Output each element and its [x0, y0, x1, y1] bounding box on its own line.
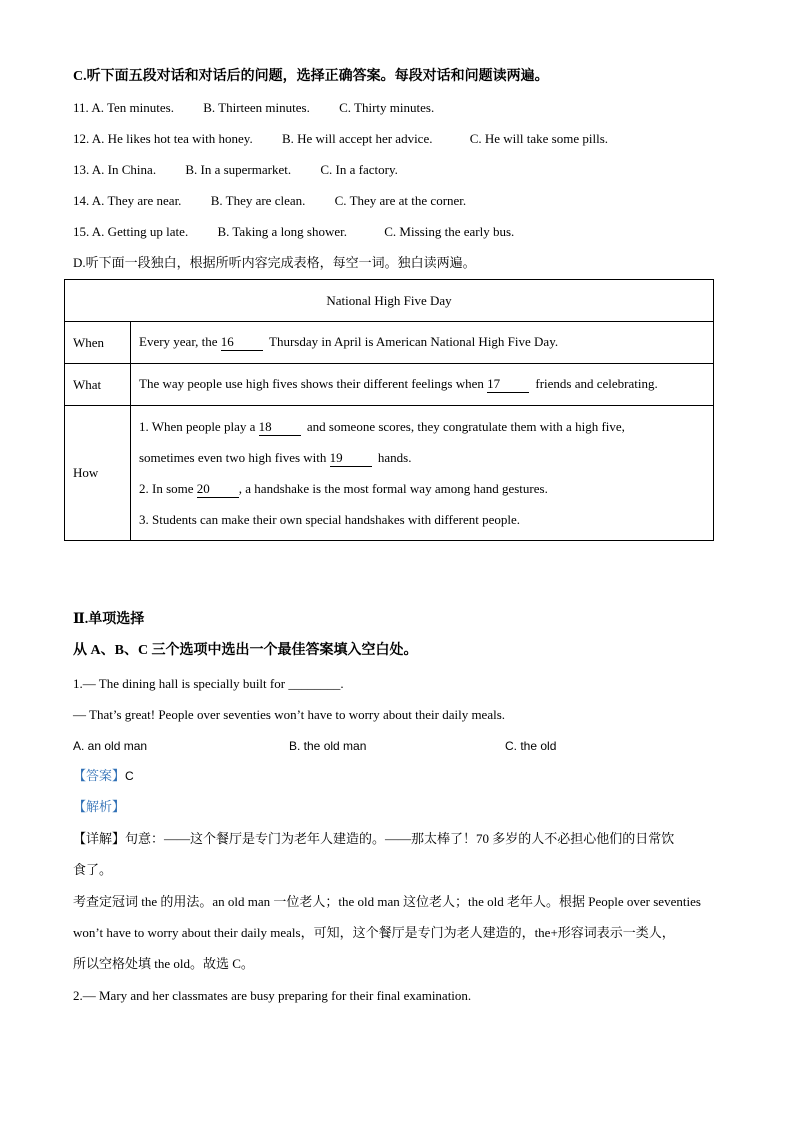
- row-label-when: When: [65, 322, 131, 364]
- option-a: A. In China.: [91, 162, 157, 177]
- answer-label: 【答案】: [73, 768, 126, 783]
- how-line-2: sometimes even two high fives with 19 hands.: [139, 450, 412, 465]
- explain-line-2: won’t have to worry about their daily meals，可知，这个餐厅是专门为老人建造的，the+形容词表示一类人，: [73, 925, 675, 940]
- explain-line-3: 所以空格处填 the old。故选 C。: [73, 956, 254, 971]
- explain-line-1: 考查定冠词 the 的用法。an old man 一位老人；the old man 这位老人；the old 老年人。根据 People over seventies: [73, 894, 701, 909]
- option-b: B. Thirteen minutes.: [203, 100, 310, 115]
- how-line-4: 3. Students can make their own special handshakes with different people.: [139, 512, 520, 527]
- q1-line-2: — That’s great! People over seventies won’t have to worry about their daily meals.: [73, 707, 506, 722]
- option-c: C. They are at the corner.: [334, 193, 467, 208]
- option-b: B. They are clean.: [210, 193, 306, 208]
- blank-17: 17: [487, 376, 529, 393]
- option-c: C. Thirty minutes.: [339, 100, 435, 115]
- row-content-how: [131, 406, 714, 541]
- question-number: 15.: [73, 224, 90, 239]
- detail-line-2: 食了。: [73, 862, 113, 877]
- analysis-label: 【解析】: [73, 799, 126, 814]
- question-number: 13.: [73, 162, 90, 177]
- section-c-heading: C.听下面五段对话和对话后的问题，选择正确答案。每段对话和问题读两遍。: [73, 69, 549, 84]
- question-15: [73, 224, 514, 240]
- row-content-when: Every year, the 16 Thursday in April is American National High Five Day.: [131, 322, 714, 364]
- how-line-1: 1. When people play a 18 and someone scores, they congratulate them with a high five,: [139, 419, 625, 434]
- section-d-heading: D.听下面一段独白，根据所听内容完成表格，每空一词。独白读两遍。: [73, 255, 476, 270]
- q1-option-c: C. the old: [505, 739, 557, 753]
- row-label-how: How: [65, 406, 131, 541]
- option-a: A. He likes hot tea with honey.: [91, 131, 253, 146]
- q1-option-b: B. the old man: [289, 739, 367, 753]
- section-ii-heading: Ⅱ.单项选择: [73, 612, 145, 627]
- option-b: B. Taking a long shower.: [217, 224, 348, 239]
- option-c: C. In a factory.: [320, 162, 398, 177]
- option-a: A. They are near.: [91, 193, 182, 208]
- question-12: [73, 131, 608, 147]
- question-11: [73, 100, 434, 116]
- blank-19: 19: [330, 450, 372, 467]
- detail-line-1: 【详解】句意：——这个餐厅是专门为老年人建造的。——那太棒了！70 多岁的人不必担心他们的日常饮: [73, 831, 675, 846]
- q1-line-1: 1.— The dining hall is specially built for ________.: [73, 676, 344, 691]
- option-a: A. Ten minutes.: [91, 100, 174, 115]
- table-title: National High Five Day: [65, 280, 714, 322]
- answer-line: [73, 768, 134, 784]
- q1-option-a: A. an old man: [73, 739, 148, 753]
- row-label-what: What: [65, 364, 131, 406]
- question-number: 12.: [73, 131, 90, 146]
- option-c: C. Missing the early bus.: [384, 224, 515, 239]
- q2-line-1: 2.— Mary and her classmates are busy preparing for their final examination.: [73, 988, 472, 1003]
- option-c: C. He will take some pills.: [469, 131, 609, 146]
- question-13: [73, 162, 398, 178]
- section-ii-instruction: 从 A、B、C 三个选项中选出一个最佳答案填入空白处。: [73, 643, 418, 658]
- option-b: B. In a supermarket.: [185, 162, 292, 177]
- answer-value: C: [125, 769, 134, 783]
- listening-table: [64, 279, 714, 541]
- row-content-what: The way people use high fives shows their different feelings when 17 friends and celebrating.: [131, 364, 714, 406]
- question-14: [73, 193, 466, 209]
- question-number: 11.: [73, 100, 89, 115]
- how-line-3: 2. In some 20 , a handshake is the most formal way among hand gestures.: [139, 481, 548, 496]
- option-b: B. He will accept her advice.: [281, 131, 433, 146]
- question-number: 14.: [73, 193, 90, 208]
- blank-18: 18: [259, 419, 301, 436]
- blank-20: 20: [197, 481, 239, 498]
- option-a: A. Getting up late.: [91, 224, 189, 239]
- blank-16: 16: [221, 334, 263, 351]
